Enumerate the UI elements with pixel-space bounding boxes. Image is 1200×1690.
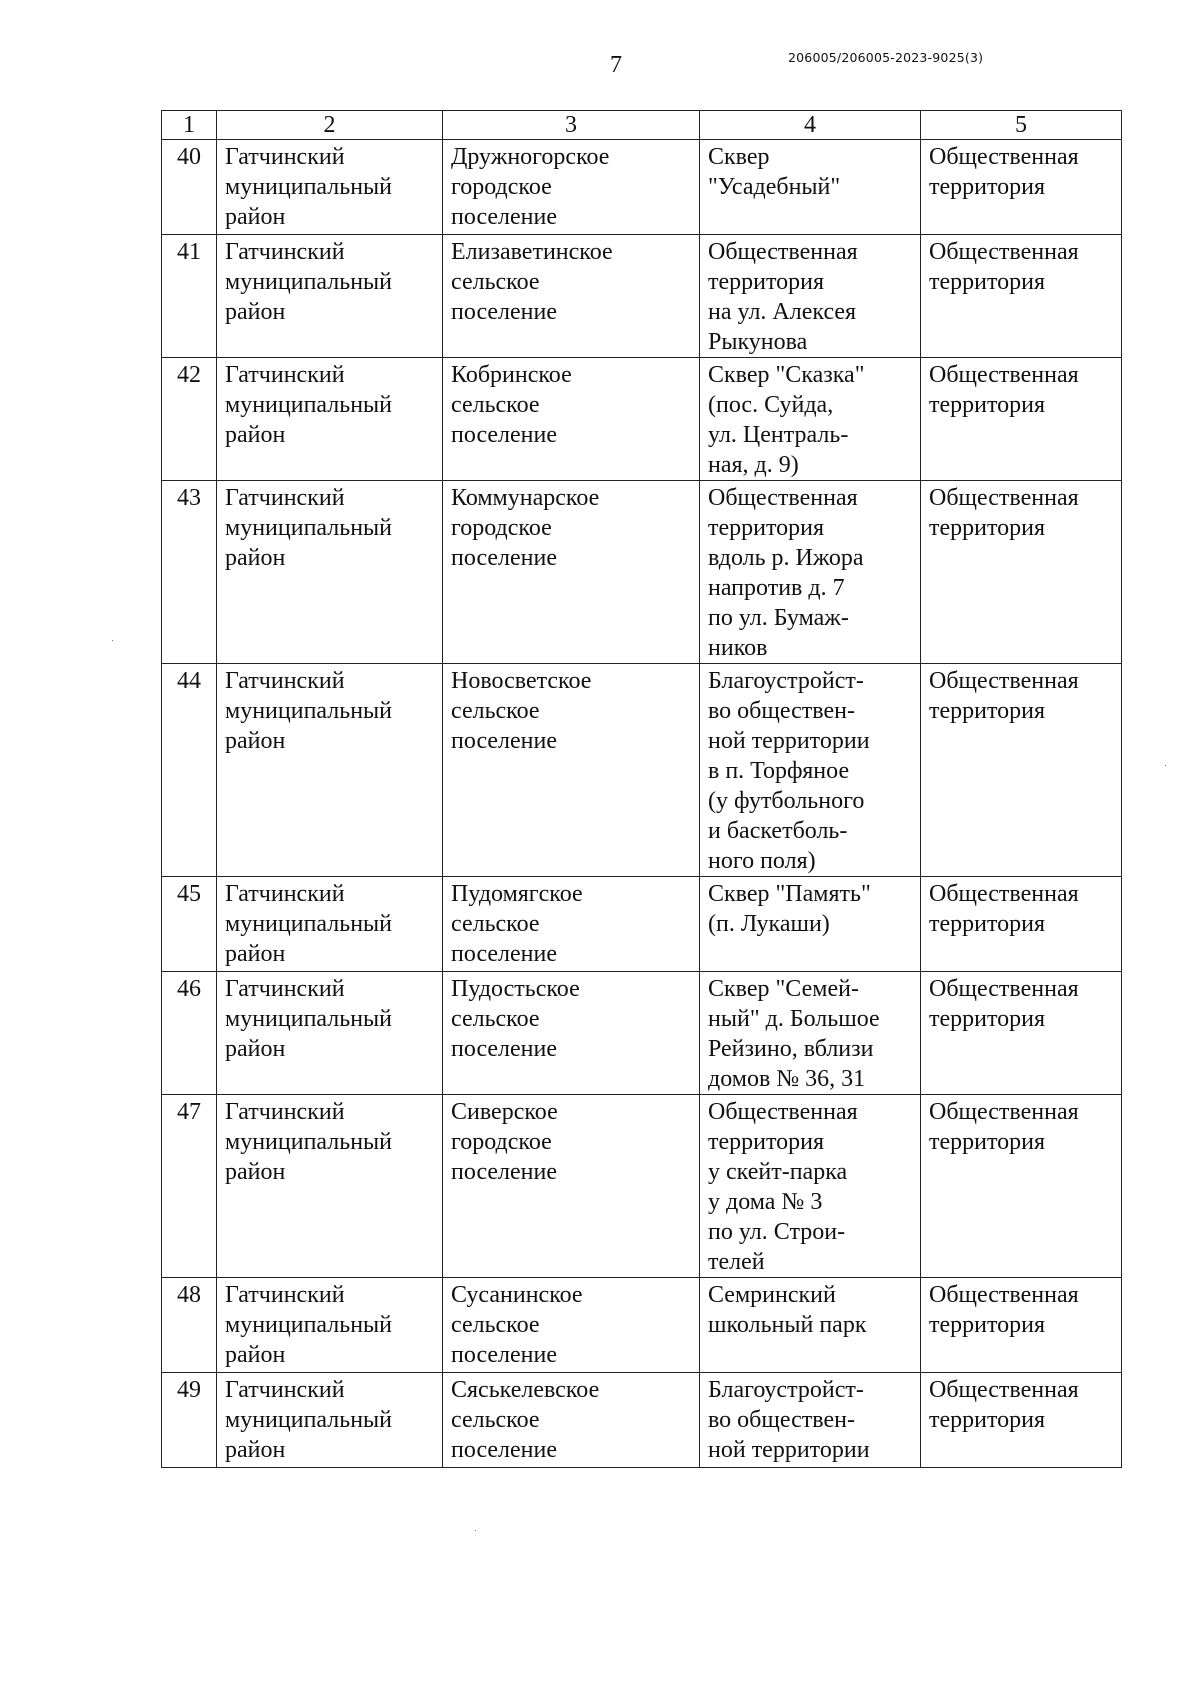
cell-text-line: район (225, 1342, 286, 1368)
cell-text-line: Сяськелевское (451, 1377, 600, 1403)
settlement-cell (443, 1095, 700, 1278)
cell-text-line: сельское (451, 698, 540, 724)
cell-text-line: сельское (451, 392, 540, 418)
cell-text-line: Новосветское (451, 668, 592, 694)
cell-text-line: ного поля) (708, 848, 816, 874)
settlement-cell (443, 877, 700, 972)
cell-text-line: поселение (451, 1342, 558, 1368)
object-cell (700, 358, 921, 481)
table-header-row (162, 111, 1122, 140)
cell-text-line: ный" д. Большое (708, 1006, 880, 1032)
scan-speck (112, 640, 113, 641)
cell-text-line: в п. Торфяное (708, 758, 850, 784)
cell-text-line: территория (929, 1312, 1046, 1338)
settlement-cell (443, 1373, 700, 1468)
table-row (162, 481, 1122, 664)
cell-text-line: ной территории (708, 1437, 870, 1463)
cell-text-line: муниципальный (225, 1129, 393, 1155)
cell-text-line: поселение (451, 545, 558, 571)
table-row (162, 877, 1122, 972)
cell-text-line: поселение (451, 1159, 558, 1185)
category-cell (921, 1278, 1122, 1373)
cell-text-line: район (225, 1036, 286, 1062)
district-cell (217, 481, 443, 664)
cell-text-line: Рейзино, вблизи (708, 1036, 874, 1062)
cell-text-line: Гатчинский (225, 881, 345, 907)
cell-text-line: территория (929, 911, 1046, 937)
cell-text-line: район (225, 545, 286, 571)
cell-text-line: у дома № 3 (708, 1189, 823, 1215)
cell-text-line: территория (929, 1129, 1046, 1155)
cell-text-line: Елизаветинское (451, 239, 613, 265)
table-row (162, 140, 1122, 235)
cell-text-line: во обществен- (708, 698, 855, 724)
scan-speck (1165, 765, 1166, 766)
cell-text-line: на ул. Алексея (708, 299, 857, 325)
cell-text-line: сельское (451, 1006, 540, 1032)
row-number-cell: 48 (162, 1278, 217, 1373)
category-cell (921, 877, 1122, 972)
cell-text-line: Гатчинский (225, 1377, 345, 1403)
cell-text-line: городское (451, 515, 552, 541)
scan-speck (475, 1530, 476, 1531)
cell-text-line: поселение (451, 422, 558, 448)
cell-text-line: Рыкунова (708, 329, 808, 355)
cell-text-line: Общественная (929, 881, 1079, 907)
cell-text-line: городское (451, 174, 552, 200)
category-cell (921, 235, 1122, 358)
column-header: 3 (443, 111, 700, 140)
cell-text-line: муниципальный (225, 269, 393, 295)
object-cell (700, 664, 921, 877)
cell-text-line: Пудомягское (451, 881, 583, 907)
category-cell (921, 1373, 1122, 1468)
cell-text-line: поселение (451, 1437, 558, 1463)
cell-text-line: (п. Лукаши) (708, 911, 830, 937)
cell-text-line: Сквер "Сказка" (708, 362, 865, 388)
cell-text-line: ная, д. 9) (708, 452, 799, 478)
cell-text-line: Гатчинский (225, 668, 345, 694)
cell-text-line: поселение (451, 1036, 558, 1062)
cell-text-line: Общественная (929, 362, 1079, 388)
table-row (162, 1095, 1122, 1278)
cell-text-line: территория (929, 1006, 1046, 1032)
table-row (162, 358, 1122, 481)
cell-text-line: территория (929, 1407, 1046, 1433)
row-number-cell: 49 (162, 1373, 217, 1468)
cell-text-line: территория (929, 392, 1046, 418)
district-cell (217, 1278, 443, 1373)
row-number-cell: 44 (162, 664, 217, 877)
settlement-cell (443, 235, 700, 358)
cell-text-line: Общественная (929, 1099, 1079, 1125)
cell-text-line: Дружногорское (451, 144, 610, 170)
category-cell (921, 481, 1122, 664)
column-header: 2 (217, 111, 443, 140)
cell-text-line: Гатчинский (225, 362, 345, 388)
cell-text-line: Гатчинский (225, 485, 345, 511)
cell-text-line: (у футбольного (708, 788, 865, 814)
cell-text-line: муниципальный (225, 392, 393, 418)
cell-text-line: район (225, 204, 286, 230)
cell-text-line: территория (708, 515, 825, 541)
cell-text-line: Общественная (929, 1377, 1079, 1403)
cell-text-line: поселение (451, 728, 558, 754)
cell-text-line: территория (929, 698, 1046, 724)
cell-text-line: во обществен- (708, 1407, 855, 1433)
object-cell (700, 481, 921, 664)
cell-text-line: школьный парк (708, 1312, 867, 1338)
category-cell (921, 358, 1122, 481)
settlement-cell (443, 972, 700, 1095)
territory-table (161, 110, 1122, 1468)
cell-text-line: Сквер "Память" (708, 881, 871, 907)
table-row (162, 664, 1122, 877)
cell-text-line: район (225, 728, 286, 754)
cell-text-line: Сусанинское (451, 1282, 583, 1308)
cell-text-line: муниципальный (225, 515, 393, 541)
cell-text-line: "Усадебный" (708, 174, 841, 200)
district-cell (217, 664, 443, 877)
cell-text-line: (пос. Суйда, (708, 392, 834, 418)
cell-text-line: сельское (451, 1312, 540, 1338)
cell-text-line: Кобринское (451, 362, 572, 388)
cell-text-line: Благоустройст- (708, 668, 864, 694)
cell-text-line: Общественная (929, 1282, 1079, 1308)
cell-text-line: муниципальный (225, 1006, 393, 1032)
cell-text-line: Гатчинский (225, 1099, 345, 1125)
district-cell (217, 358, 443, 481)
settlement-cell (443, 481, 700, 664)
cell-text-line: Гатчинский (225, 976, 345, 1002)
cell-text-line: Общественная (708, 1099, 858, 1125)
cell-text-line: муниципальный (225, 911, 393, 937)
cell-text-line: Общественная (929, 976, 1079, 1002)
district-cell (217, 877, 443, 972)
category-cell (921, 972, 1122, 1095)
category-cell (921, 140, 1122, 235)
column-header: 5 (921, 111, 1122, 140)
cell-text-line: Семринский (708, 1282, 836, 1308)
cell-text-line: территория (929, 515, 1046, 541)
table-row (162, 1373, 1122, 1468)
cell-text-line: Общественная (708, 485, 858, 511)
cell-text-line: вдоль р. Ижора (708, 545, 864, 571)
row-number-cell: 45 (162, 877, 217, 972)
cell-text-line: ул. Централь- (708, 422, 849, 448)
cell-text-line: муниципальный (225, 1312, 393, 1338)
row-number-cell: 46 (162, 972, 217, 1095)
cell-text-line: территория (708, 1129, 825, 1155)
object-cell (700, 235, 921, 358)
cell-text-line: район (225, 299, 286, 325)
cell-text-line: сельское (451, 269, 540, 295)
cell-text-line: район (225, 941, 286, 967)
category-cell (921, 1095, 1122, 1278)
cell-text-line: район (225, 422, 286, 448)
row-number-cell: 41 (162, 235, 217, 358)
district-cell (217, 1373, 443, 1468)
settlement-cell (443, 1278, 700, 1373)
cell-text-line: Благоустройст- (708, 1377, 864, 1403)
district-cell (217, 235, 443, 358)
table-row (162, 1278, 1122, 1373)
row-number-cell: 47 (162, 1095, 217, 1278)
cell-text-line: сельское (451, 1407, 540, 1433)
cell-text-line: домов № 36, 31 (708, 1066, 866, 1092)
category-cell (921, 664, 1122, 877)
document-id: 206005/206005-2023-9025(3) (788, 50, 984, 65)
cell-text-line: Гатчинский (225, 239, 345, 265)
district-cell (217, 972, 443, 1095)
settlement-cell (443, 358, 700, 481)
table-row (162, 972, 1122, 1095)
cell-text-line: Сквер "Семей- (708, 976, 859, 1002)
cell-text-line: Гатчинский (225, 1282, 345, 1308)
cell-text-line: телей (708, 1249, 765, 1275)
cell-text-line: Общественная (708, 239, 858, 265)
cell-text-line: территория (929, 269, 1046, 295)
cell-text-line: Общественная (929, 485, 1079, 511)
cell-text-line: территория (929, 174, 1046, 200)
row-number-cell: 40 (162, 140, 217, 235)
column-header: 4 (700, 111, 921, 140)
cell-text-line: ной территории (708, 728, 870, 754)
settlement-cell (443, 140, 700, 235)
cell-text-line: ников (708, 635, 768, 661)
cell-text-line: Коммунарское (451, 485, 600, 511)
row-number-cell: 42 (162, 358, 217, 481)
table-row (162, 235, 1122, 358)
cell-text-line: муниципальный (225, 698, 393, 724)
cell-text-line: поселение (451, 299, 558, 325)
cell-text-line: и баскетболь- (708, 818, 848, 844)
column-header: 1 (162, 111, 217, 140)
cell-text-line: Сиверское (451, 1099, 558, 1125)
cell-text-line: поселение (451, 204, 558, 230)
object-cell (700, 1373, 921, 1468)
cell-text-line: Общественная (929, 239, 1079, 265)
district-cell (217, 140, 443, 235)
cell-text-line: район (225, 1437, 286, 1463)
cell-text-line: городское (451, 1129, 552, 1155)
page-number: 7 (610, 52, 622, 78)
settlement-cell (443, 664, 700, 877)
cell-text-line: Гатчинский (225, 144, 345, 170)
object-cell (700, 140, 921, 235)
object-cell (700, 877, 921, 972)
cell-text-line: Общественная (929, 144, 1079, 170)
cell-text-line: Сквер (708, 144, 770, 170)
cell-text-line: сельское (451, 911, 540, 937)
cell-text-line: у скейт-парка (708, 1159, 848, 1185)
district-cell (217, 1095, 443, 1278)
object-cell (700, 972, 921, 1095)
row-number-cell: 43 (162, 481, 217, 664)
cell-text-line: по ул. Строи- (708, 1219, 846, 1245)
cell-text-line: напротив д. 7 (708, 575, 845, 601)
cell-text-line: муниципальный (225, 174, 393, 200)
object-cell (700, 1278, 921, 1373)
cell-text-line: поселение (451, 941, 558, 967)
table-body (162, 140, 1122, 1468)
cell-text-line: муниципальный (225, 1407, 393, 1433)
cell-text-line: Пудостьское (451, 976, 580, 1002)
cell-text-line: по ул. Бумаж- (708, 605, 849, 631)
object-cell (700, 1095, 921, 1278)
cell-text-line: территория (708, 269, 825, 295)
cell-text-line: Общественная (929, 668, 1079, 694)
cell-text-line: район (225, 1159, 286, 1185)
